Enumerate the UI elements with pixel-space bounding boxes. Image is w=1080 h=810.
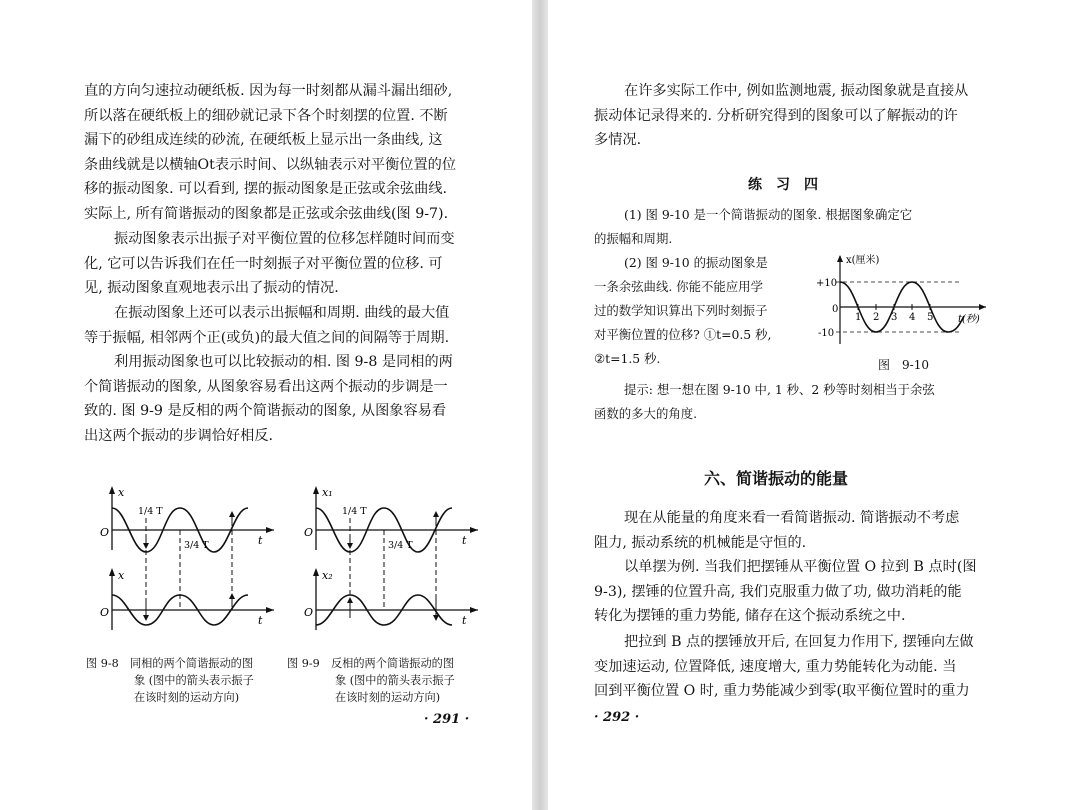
x-tick-label: 5 — [927, 312, 934, 323]
arrow-right-icon — [470, 607, 478, 613]
caption-line: 在该时刻的运动方向) — [134, 691, 240, 704]
axis-label-t: t — [258, 534, 263, 547]
caption-line: 在该时刻的运动方向) — [335, 691, 441, 704]
exercise-title: 练 习 四 — [748, 177, 818, 193]
arrow-right-icon — [979, 304, 986, 310]
origin-label: 0 — [832, 304, 839, 315]
origin-label: O — [100, 606, 110, 619]
axis-label-x1: x₁ — [322, 486, 333, 499]
exercise-question-1 — [594, 203, 990, 251]
y-tick-label: +10 — [816, 278, 838, 289]
text-line: 以单摆为例. 当我们把摆锤从平衡位置 O 拉到 B 点时(图 — [624, 559, 977, 575]
caption-line: 象 (图中的箭头表示振子 — [335, 674, 455, 687]
paragraph — [84, 301, 478, 350]
text-line: 在许多实际工作中, 例如监测地震, 振动图象就是直接从 — [624, 83, 969, 99]
text-line: 在振动图象上还可以表示出振幅和周期. 曲线的最大值 — [114, 305, 450, 321]
text-line: 阻力, 振动系统的机械能是守恒的. — [594, 534, 807, 551]
axis-label-t: t — [258, 614, 263, 627]
text-line: 个简谐振动的图象, 从图象容易看出这两个振动的步调是一 — [84, 378, 448, 395]
x-tick-label: 4 — [909, 312, 916, 323]
arrow-up-icon — [837, 255, 843, 262]
text-line: 利用振动图象也可以比较振动的相. 图 9-8 是同相的两 — [114, 354, 453, 370]
figure-9-9 — [302, 478, 482, 638]
text-line: 出这两个振动的步调恰好相反. — [84, 427, 273, 444]
x-tick-label: 1 — [855, 312, 862, 323]
axis-label-x2: x₂ — [322, 569, 333, 582]
arrow-right-icon — [266, 607, 274, 613]
text-line: 现在从能量的角度来看一看简谐振动. 简谐振动不考虑 — [624, 510, 960, 526]
text-line: 过的数学知识算出下列时刻振子 — [594, 303, 768, 318]
text-line: 条曲线就是以横轴Ot表示时间、以纵轴表示对平衡位置的位 — [84, 156, 457, 173]
figure-9-10 — [810, 252, 990, 352]
origin-label: O — [100, 526, 110, 539]
text-line: 回到平衡位置 O 时, 重力势能减少到零(取平衡位置时的重力 — [594, 683, 970, 700]
text-line: 振动体记录得来的. 分析研究得到的图象可以了解振动的许 — [594, 107, 958, 124]
text-line: 见, 振动图象直观地表示出了振动的情况. — [84, 280, 339, 297]
origin-label: O — [304, 526, 314, 539]
arrow-right-icon — [266, 527, 274, 533]
caption-line: 象 (图中的箭头表示振子 — [134, 674, 254, 687]
page-number: · 292 · — [594, 710, 640, 725]
axis-label-x2: x — [118, 569, 125, 582]
axis-label-t: t — [462, 534, 467, 547]
quarter-period-label: 1/4 T — [138, 506, 163, 517]
origin-label: O — [304, 606, 314, 619]
section-title: 六、简谐振动的能量 — [704, 469, 849, 488]
three-quarter-period-label: 3/4 T — [388, 540, 413, 551]
figure-caption — [287, 655, 455, 706]
paragraph — [594, 630, 990, 704]
text-line: 致的. 图 9-9 是反相的两个简谐振动的图象, 从图象容易看 — [84, 403, 447, 420]
text-line: 把拉到 B 点的摆锤放开后, 在回复力作用下, 摆锤向左做 — [624, 634, 974, 650]
t-axis-label: t(秒) — [958, 314, 980, 325]
text-line: 的振幅和周期. — [594, 231, 673, 246]
paragraph — [84, 227, 478, 301]
arrow-up-icon — [313, 486, 319, 494]
figure-9-8 — [98, 478, 278, 638]
arrow-right-icon — [470, 527, 478, 533]
text-line: 漏下的砂组成连续的砂流, 在硬纸板上显示出一条曲线, 这 — [84, 132, 443, 149]
caption-line: 图 9-9 反相的两个简谐振动的图 — [287, 657, 455, 670]
axis-label-x: x — [118, 486, 125, 499]
exercise-question-2 — [594, 251, 806, 371]
text-line: 多情况. — [594, 132, 642, 149]
paragraph — [594, 79, 990, 153]
quarter-period-label: 1/4 T — [342, 506, 367, 517]
paragraph — [84, 350, 478, 448]
right-page — [548, 0, 1080, 810]
left-page — [0, 0, 532, 810]
text-line: 9-3), 摆锤的位置升高, 我们克服重力做了功, 做功消耗的能 — [594, 583, 962, 600]
text-line: (1) 图 9-10 是一个简谐振动的图象. 根据图象确定它 — [624, 207, 913, 222]
caption-line: 图 9-8 同相的两个简谐振动的图 — [86, 657, 254, 670]
text-line: (2) 图 9-10 的振动图象是 — [624, 255, 768, 270]
y-tick-label: -10 — [818, 328, 835, 339]
text-line: 所以落在硬纸板上的细砂就记录下各个时刻摆的位置. 不断 — [84, 107, 448, 124]
figure-caption — [86, 655, 254, 706]
text-line: 提示: 想一想在图 9-10 中, 1 秒、2 秒等时刻相当于余弦 — [624, 382, 935, 397]
paragraph — [84, 79, 478, 227]
text-line: 振动图象表示出振子对平衡位置的位移怎样随时间而变 — [114, 231, 455, 247]
text-line: 转化为摆锤的重力势能, 储存在这个振动系统之中. — [594, 608, 906, 625]
text-line: 移的振动图象. 可以看到, 摆的振动图象是正弦或余弦曲线. — [84, 181, 448, 198]
text-line: 化, 它可以告诉我们在任一时刻振子对平衡位置的位移. 可 — [84, 255, 443, 272]
arrow-up-icon — [109, 486, 115, 494]
figure-caption: 图 9-10 — [878, 358, 929, 372]
paragraph — [594, 506, 990, 555]
text-line: 直的方向匀速拉动硬纸板. 因为每一时刻都从漏斗漏出细砂, — [84, 83, 453, 99]
x-tick-label: 2 — [873, 312, 880, 323]
text-line: ②t=1.5 秒. — [594, 351, 661, 366]
text-line: 一条余弦曲线. 你能不能应用学 — [594, 279, 763, 294]
three-quarter-period-label: 3/4 T — [184, 540, 209, 551]
arrow-up-icon — [313, 568, 319, 576]
paragraph — [594, 555, 990, 629]
text-line: 对平衡位置的位移? ①t=0.5 秒, — [594, 327, 772, 342]
page-number: · 291 · — [424, 712, 470, 727]
y-axis-label: x(厘米) — [846, 255, 880, 266]
exercise-hint — [594, 378, 990, 426]
text-line: 变加速运动, 位置降低, 速度增大, 重力势能转化为动能. 当 — [594, 658, 957, 675]
x-tick-label: 3 — [891, 312, 898, 323]
arrow-up-icon — [109, 568, 115, 576]
axis-label-t: t — [462, 614, 467, 627]
text-line: 实际上, 所有简谐振动的图象都是正弦或余弦曲线(图 9-7). — [84, 205, 449, 222]
text-line: 函数的多大的角度. — [594, 406, 698, 421]
text-line: 等于振幅, 相邻两个正(或负)的最大值之间的间隔等于周期. — [84, 329, 450, 346]
book-gutter — [532, 0, 548, 810]
